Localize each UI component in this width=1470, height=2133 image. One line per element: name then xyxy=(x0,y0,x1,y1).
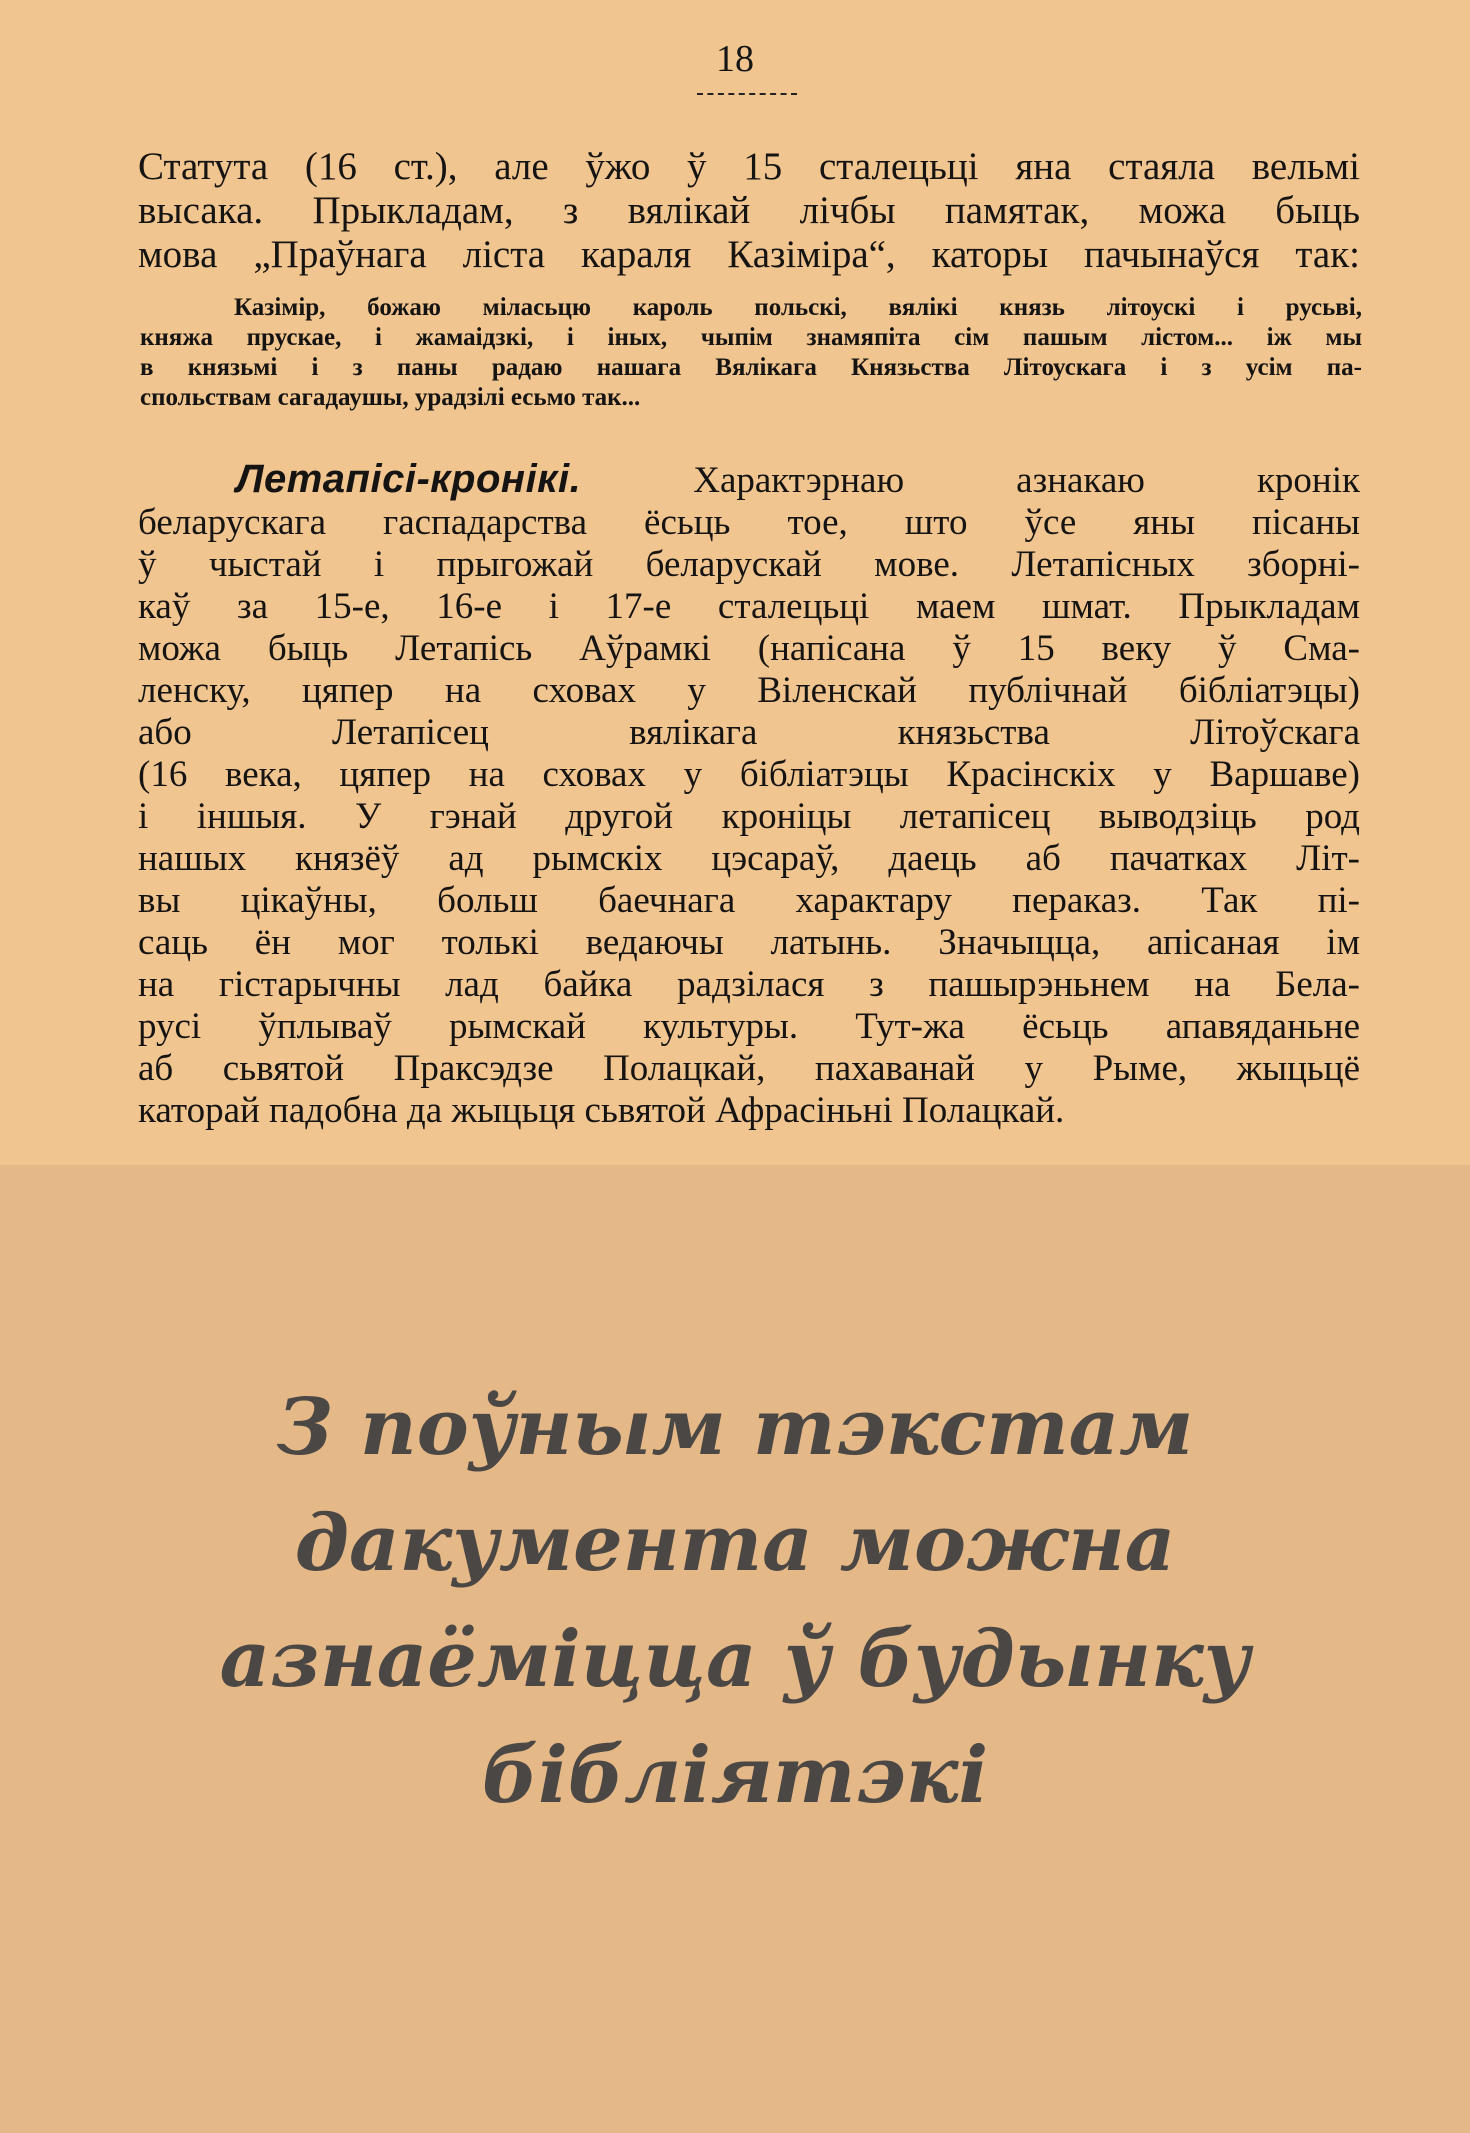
text-line: нашых князёў ад рымскіх цэсараў, даець аб пачатках Літ- xyxy=(138,838,1360,879)
notice-line: бібліятэкі xyxy=(481,1730,989,1821)
text-line: або Летапісец вялікага князьства Літоўскага xyxy=(138,712,1360,753)
text-line: Статута (16 ст.), але ўжо ў 15 сталецьці яна стаяла вельмі xyxy=(138,145,1360,188)
text-line: мова „Праўнага ліста караля Казіміра“, каторы пачынаўся так: xyxy=(138,233,1360,276)
notice-line: дакумента можна xyxy=(294,1498,1176,1589)
page-number: 18 xyxy=(716,38,754,80)
notice-line: азнаёміцца ў будынку xyxy=(219,1614,1251,1705)
quote-line: Казімір, божаю міласьцю кароль польскі, вялікі князь літоускі і русьві, xyxy=(234,294,1362,321)
text-line: ленску, цяпер на сховах у Віленскай публічнай бібліатэцы) xyxy=(138,670,1360,711)
quote-line: княжа прускае, і жамаідзкі, і іных, чыпім знамяпіта сім пашым лістом... іж мы xyxy=(140,324,1362,351)
full-text-notice xyxy=(0,1370,1470,1834)
text-line: ў чыстай і прыгожай беларускай мове. Летапісных зборні- xyxy=(138,544,1360,585)
quote-line: спольствам сагадаушы, урадзілі есьмо так... xyxy=(140,384,641,411)
quotation-block xyxy=(140,293,1362,413)
notice-line: З поўным тэкстам xyxy=(276,1382,1194,1473)
text-line: русі ўплываў рымскай культуры. Тут-жа ёсьць апавяданьне xyxy=(138,1006,1360,1047)
paragraph-statute xyxy=(138,145,1360,277)
text-line: саць ён мог толькі ведаючы латынь. Значыцца, апісаная ім xyxy=(138,922,1360,963)
text-line: каў за 15-е, 16-е і 17-е сталецьці маем шмат. Прыкладам xyxy=(138,586,1360,627)
text-line: можа быць Летапісь Аўрамкі (напісана ў 15 веку ў Сма- xyxy=(138,628,1360,669)
heading-line-rest: Характэрнаю азнакаю кронік xyxy=(693,460,1360,501)
text-line xyxy=(138,458,1360,502)
text-line: беларускага гаспадарства ёсьць тое, што ўсе яны пісаны xyxy=(138,502,1360,543)
paragraph-chronicles xyxy=(138,458,1360,1132)
text-line: (16 века, цяпер на сховах у бібліатэцы Красінскіх у Варшаве) xyxy=(138,754,1360,795)
page-number-rule xyxy=(697,93,797,95)
text-line: высака. Прыкладам, з вялікай лічбы памятак, можа быць xyxy=(138,189,1360,232)
quote-line: в князьмі і з паны радаю нашага Вялікага Князьства Літоускага і з усім па- xyxy=(140,354,1362,381)
section-heading: Летапісі-кронікі. xyxy=(236,457,582,501)
text-line: на гістарычны лад байка радзілася з пашырэньнем на Бела- xyxy=(138,964,1360,1005)
text-line: вы цікаўны, больш баечнага характару пераказ. Так пі- xyxy=(138,880,1360,921)
text-line: і іншыя. У гэнай другой кроніцы летапісец выводзіць род xyxy=(138,796,1360,837)
text-line: каторай падобна да жыцьця сьвятой Афрасіньні Полацкай. xyxy=(138,1090,1065,1131)
text-line: аб сьвятой Праксэдзе Полацкай, пахаванай у Рыме, жыцьцё xyxy=(138,1048,1360,1089)
